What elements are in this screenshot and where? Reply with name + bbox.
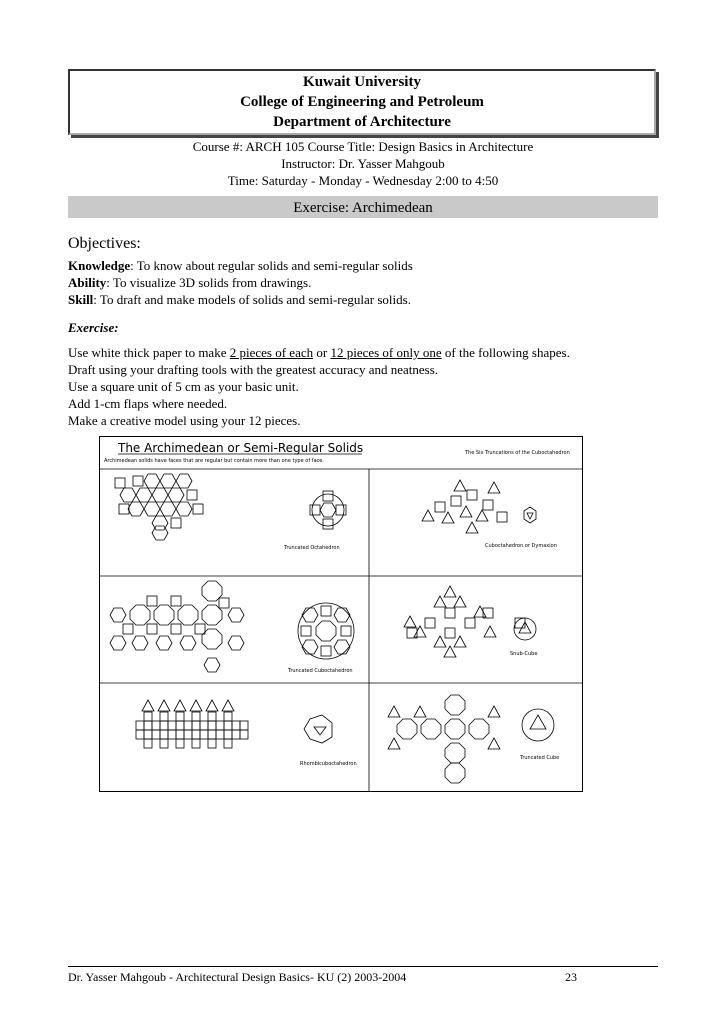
truncated-cuboctahedron-view [298,603,354,659]
figure-note: The Six Truncations of the Cuboctahedron [465,450,570,456]
truncated-cube-net [388,695,500,783]
exercise-title-bar [68,196,658,218]
truncated-cube-view [522,709,554,741]
knowledge-line [68,257,413,274]
cuboctahedron-net [422,480,507,533]
ability-line [68,274,311,291]
page-number: 23 [565,970,577,984]
label-cuboctahedron: Cuboctahedron or Dymaxion [485,543,557,549]
two-pieces-link: 2 pieces of each [229,345,314,360]
exercise-line-1: Use white thick paper to make 2 pieces of each or 12 pieces of only one of the following shapes. [68,345,570,360]
archimedean-figure [99,436,583,792]
label-rhombicuboctahedron: Rhombicuboctahedron [300,761,357,767]
exercise-line-3: Use a square unit of 5 cm as your basic unit. [68,379,299,394]
exercise-line-5: Make a creative model using your 12 pieces. [68,413,301,428]
truncated-octahedron-net [115,474,203,540]
label-snub-cube: Snub-Cube [510,651,538,657]
exercise-title: Exercise: Archimedean [293,200,433,216]
snub-cube-net [404,586,496,657]
snub-cube-view [514,618,536,640]
ability-label: Ability [68,275,107,290]
cuboctahedron-view [524,507,536,523]
objectives-title: Objectives: [68,235,141,252]
knowledge-label: Knowledge [68,258,131,273]
skill-line [68,291,411,308]
footer-text: Dr. Yasser Mahgoub - Architectural Design Basics- KU (2) 2003-2004 [68,970,407,984]
course-info: Course #: ARCH 105 Course Title: Design Basics in Architecture [192,139,534,154]
time-info: Time: Saturday - Monday - Wednesday 2:00 to 4:50 [227,173,499,188]
exercise-line-4: Add 1-cm flaps where needed. [68,396,228,411]
figure-title: The Archimedean or Semi-Regular Solids [118,441,364,455]
rhombicuboctahedron-net [136,700,248,748]
label-truncated-octahedron: Truncated Octahedron [284,545,340,551]
department-name: Department of Architecture [273,114,451,130]
instructor-info: Instructor: Dr. Yasser Mahgoub [281,156,445,171]
header-box [68,69,656,135]
footer-rule [68,966,658,967]
exercise-heading: Exercise: [68,320,119,335]
truncated-octahedron-view [310,491,346,529]
knowledge-text: : To know about regular solids and semi-regular solids [130,258,413,273]
label-truncated-cube: Truncated Cube [520,755,560,761]
exercise-line-2: Draft using your drafting tools with the greatest accuracy and neatness. [68,362,439,377]
truncated-cuboctahedron-net [110,581,244,672]
label-truncated-cuboctahedron: Truncated Cuboctahedron [288,668,353,674]
skill-label: Skill [68,292,94,307]
skill-text: : To draft and make models of solids and semi-regular solids. [93,292,411,307]
college-name: College of Engineering and Petroleum [240,94,484,110]
rhombicuboctahedron-view [304,715,332,743]
twelve-pieces-link: 12 pieces of only one [330,345,442,360]
figure-subtitle: Archimedean solids have faces that are regular but contain more than one type of face. [104,458,324,464]
ability-text: : To visualize 3D solids from drawings. [106,275,312,290]
university-name: Kuwait University [303,74,421,90]
